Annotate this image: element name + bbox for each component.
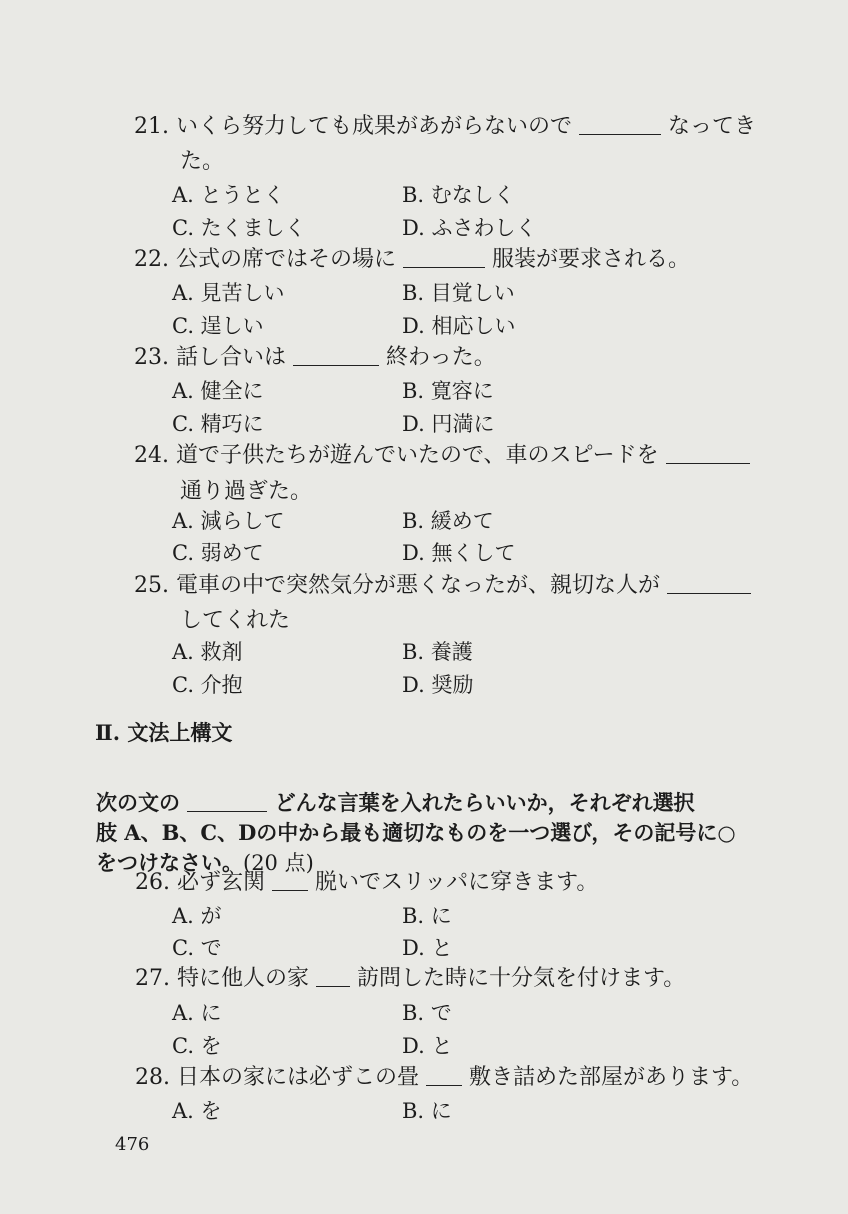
question-21-continued: た。 (180, 149, 225, 174)
question-number: 24. (134, 443, 169, 468)
option-a: A. 救剤 (172, 640, 243, 664)
option-d: D. と (402, 936, 453, 960)
question-text: 脱いでスリッパに穿きます。 (315, 870, 599, 895)
section-instruction-line-1 (96, 788, 695, 818)
option-c: C. たくましく (172, 216, 306, 240)
option-b: B. むなしく (402, 183, 515, 207)
question-text: 終わった。 (386, 345, 496, 370)
question-text: なってき (668, 114, 757, 139)
question-text: 日本の家には必ずこの畳 (177, 1065, 420, 1090)
question-23 (134, 343, 496, 373)
option-b: B. 寛容に (402, 379, 494, 403)
question-text: 服装が要求される。 (492, 247, 691, 272)
option-a: A. が (172, 904, 222, 928)
question-25-continued: してくれた (180, 608, 291, 633)
points-label: (20 点) (243, 851, 314, 875)
option-b: B. 養護 (402, 640, 473, 664)
option-c: C. 弱めて (172, 541, 264, 565)
option-c: C. 介抱 (172, 673, 243, 697)
option-c: C. を (172, 1034, 222, 1058)
page-number: 476 (115, 1134, 150, 1155)
option-d: D. 円満に (402, 412, 495, 436)
question-24-continued: 通り過ぎた。 (180, 479, 313, 504)
question-number: 23. (134, 345, 169, 370)
option-c: C. 逞しい (172, 314, 264, 338)
option-c: C. 精巧に (172, 412, 264, 436)
option-a: A. とうとく (172, 183, 285, 207)
option-b: B. 目覚しい (402, 281, 515, 305)
question-text: いくら努力しても成果があがらないので (176, 114, 573, 139)
question-number: 21. (134, 114, 169, 139)
question-text: 敷き詰めた部屋があります。 (469, 1065, 754, 1090)
question-number: 28. (135, 1065, 170, 1090)
question-27 (135, 964, 685, 994)
option-d: D. ふさわしく (402, 216, 537, 240)
instruction-text: 次の文の (96, 790, 180, 815)
option-b: B. に (402, 1099, 452, 1123)
question-26 (135, 868, 598, 898)
option-a: A. 見苦しい (172, 281, 285, 305)
option-a: A. に (172, 1001, 222, 1025)
question-text: 特に他人の家 (177, 966, 310, 991)
option-c: C. で (172, 936, 222, 960)
answer-blank (579, 112, 661, 135)
question-number: 22. (134, 247, 169, 272)
question-number: 26. (135, 870, 170, 895)
option-b: B. 緩めて (402, 509, 494, 533)
question-text: 訪問した時に十分気を付けます。 (357, 966, 686, 991)
answer-blank (187, 789, 267, 812)
option-b: B. に (402, 904, 452, 928)
option-d: D. と (402, 1034, 453, 1058)
answer-blank (666, 441, 750, 464)
question-24 (134, 441, 750, 471)
answer-blank (403, 245, 485, 268)
option-a: A. を (172, 1099, 222, 1123)
option-a: A. 健全に (172, 379, 264, 403)
answer-blank (426, 1063, 462, 1086)
instruction-text: どんな言葉を入れたらいいか，それぞれ選択 (274, 790, 695, 815)
option-d: D. 奨励 (402, 673, 474, 697)
section-heading: Ⅱ. 文法上構文 (95, 720, 233, 745)
option-d: D. 無くして (402, 541, 516, 565)
option-a: A. 減らして (172, 509, 285, 533)
question-number: 25. (134, 573, 169, 598)
question-21 (134, 112, 756, 142)
answer-blank (667, 571, 751, 594)
question-text: 電車の中で突然気分が悪くなったが、親切な人が (176, 573, 661, 598)
question-25 (134, 571, 751, 601)
option-d: D. 相応しい (402, 314, 516, 338)
question-number: 27. (135, 966, 170, 991)
answer-blank (272, 868, 308, 891)
section-instruction-line-2: 肢 A、B、C、Dの中から最も適切なものを一つ選び，その記号に○ (96, 820, 736, 845)
question-22 (134, 245, 690, 275)
question-text: 道で子供たちが遊んでいたので、車のスピードを (176, 443, 659, 468)
instruction-text: をつけなさい。 (96, 850, 243, 875)
answer-blank (316, 964, 350, 987)
question-28 (135, 1063, 753, 1093)
question-text: 話し合いは (176, 345, 287, 370)
answer-blank (293, 343, 379, 366)
question-text: 公式の席ではその場に (176, 247, 397, 272)
option-b: B. で (402, 1001, 452, 1025)
question-text: 必ず玄関 (177, 870, 266, 895)
